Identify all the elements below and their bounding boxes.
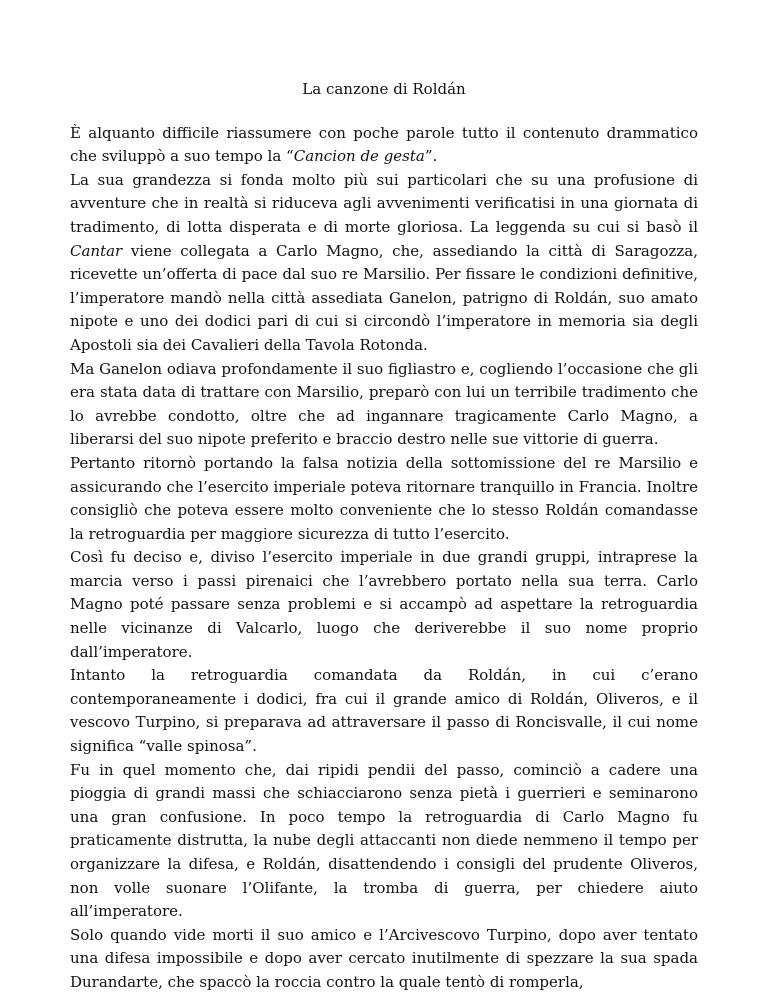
paragraph-1-italic-title: Cancion de gesta bbox=[293, 147, 425, 166]
paragraph-6: Intanto la retroguardia comandata da Roldán, in cui c’erano contemporaneamente i dodici, fra cui il grande amico di Roldán, Oliveros, e il vescovo Turpino, si preparava ad attraversare il passo di Roncisvalle, il cui nome significa “valle spinosa”. bbox=[70, 666, 698, 756]
paragraph-5: Così fu deciso e, diviso l’esercito imperiale in due grandi gruppi, intraprese la marcia verso i passi pirenaici che l’avrebbero portato nella sua terra. Carlo Magno poté passare senza problemi e si accampò ad aspettare la retroguardia nelle vicinanze di Valcarlo, luogo che deriverebbe il suo nome proprio dall’imperatore. bbox=[70, 548, 698, 661]
paragraph-1-text-before: È alquanto difficile riassumere con poche parole tutto il contenuto drammatico che sviluppò a suo tempo la “ bbox=[70, 123, 698, 166]
paragraph-8: Solo quando vide morti il suo amico e l’Arcivescovo Turpino, dopo aver tentato una difesa impossibile e dopo aver cercato inutilmente di spezzare la sua spada Durandarte, che spaccò la roccia contro la quale tentò di romperla, bbox=[70, 925, 698, 991]
paragraph-3: Ma Ganelon odiava profondamente il suo figliastro e, cogliendo l’occasione che gli era stata data di trattare con Marsilio, preparò con lui un terribile tradimento che lo avrebbe condotto, oltre che ad ingannare tragicamente Carlo Magno, a liberarsi del suo nipote preferito e braccio destro nelle sue vittorie di guerra. bbox=[70, 359, 698, 449]
paragraph-2-text-after: viene collegata a Carlo Magno, che, assediando la città di Saragozza, ricevette un’offerta di pace dal suo re Marsilio. Per fissare le condizioni definitive, l’imperatore mandò nella città assediata Ganelon, patrigno di Roldán, suo amato nipote e uno dei dodici pari di cui si circondò l’imperatore in memoria sia degli Apostoli sia dei Cavalieri della Tavola Rotonda. bbox=[70, 241, 698, 354]
paragraph-2-text-before: La sua grandezza si fonda molto più sui particolari che su una profusione di avventure che in realtà si riduceva agli avvenimenti verificatisi in una giornata di tradimento, di lotta disperata e di morte gloriosa. La leggenda su cui si basò il bbox=[70, 170, 698, 236]
paragraph-2-italic-cantar: Cantar bbox=[70, 241, 123, 260]
paragraph-1 bbox=[70, 122, 698, 169]
paragraph-2 bbox=[70, 169, 698, 358]
document-page bbox=[70, 78, 698, 995]
paragraph-1-text-after: ”. bbox=[424, 147, 438, 166]
paragraph-7: Fu in quel momento che, dai ripidi pendii del passo, cominciò a cadere una pioggia di grandi massi che schiacciarono senza pietà i guerrieri e seminarono una gran confusione. In poco tempo la retroguardia di Carlo Magno fu praticamente distrutta, la nube degli attaccanti non diede nemmeno il tempo per organizzare la difesa, e Roldán, disattendendo i consigli del prudente Oliveros, non volle suonare l’Olifante, la tromba di guerra, per chiedere aiuto all’imperatore. bbox=[70, 760, 698, 921]
document-title: La canzone di Roldán bbox=[302, 80, 466, 98]
paragraph-4: Pertanto ritornò portando la falsa notizia della sottomissione del re Marsilio e assicurando che l’esercito imperiale poteva ritornare tranquillo in Francia. Inoltre consigliò che poteva essere molto conveniente che lo stesso Roldán comandasse la retroguardia per maggiore sicurezza di tutto l’esercito. bbox=[70, 453, 698, 543]
